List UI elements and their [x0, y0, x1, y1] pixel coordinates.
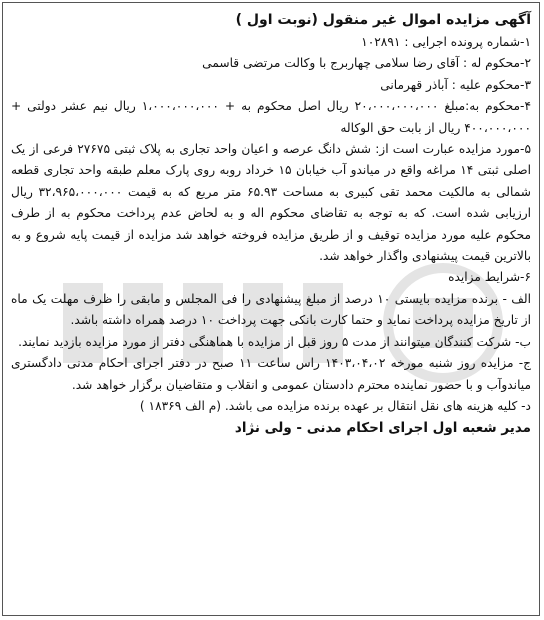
- judgment-amount: ۴-محکوم به:مبلغ ۲۰،۰۰۰،۰۰۰،۰۰۰ ریال اصل محکوم به + ۱،۰۰۰،۰۰۰،۰۰۰ ریال نیم عشر دولتی + ۴۰۰،۰۰۰،۰۰۰ ریال از بابت حق الوکاله: [11, 99, 531, 135]
- notice-title: آگهی مزایده اموال غیر منقول (نوبت اول ): [235, 12, 531, 28]
- condition-a: الف - برنده مزایده بایستی ۱۰ درصد از مبلغ پیشنهادی را فی المجلس و مابقی را ظرف مهلت یک ماه از تاریخ مزایده پرداخت نماید و حتما کارت بانکی جهت پرداخت ۱۰ درصد همراه داشته باشد.: [11, 291, 531, 328]
- condition-c: ج- مزایده روز شنبه مورخه ۱۴۰۳،۰۴،۰۲ راس ساعت ۱۱ صبح در دفتر اجرای احکام مدنی دادگستری میاندوآب و با حضور نماینده محترم دادستان عمومی و انقلاب و متقاضیان برگزار خواهد شد.: [11, 356, 532, 392]
- condition-b: ب- شرکت کنندگان میتوانند از مدت ۵ روز قبل از مزایده با هماهنگی دفتر از مورد مزایده بازدید نمایند.: [18, 334, 531, 349]
- debtor-line: ۳-محکوم علیه : آباذر قهرمانی: [380, 77, 531, 92]
- signature: مدیر شعبه اول اجرای احکام مدنی - ولی نژاد: [234, 420, 531, 437]
- condition-d: د- کلیه هزینه های نقل انتقال بر عهده برنده مزایده می باشد. (م الف ۱۸۳۶۹ ): [139, 398, 531, 413]
- conditions-heading: ۶-شرایط مزایده: [448, 270, 531, 285]
- property-description: ۵-مورد مزایده عبارت است از: شش دانگ عرصه و اعیان واحد تجاری به پلاک ثبتی ۲۷۶۷۵ فرعی از یک اصلی ثبتی ۱۴ مراغه واقع در میاندو آب خیابان ۱۵ خرداد روبه روی پارک معلم طبقه واحد تجاری قطعه شمالی به مالکیت محمد تقی کبیری به مساحت ۶۵.۹۳ متر مربع که به قیمت ۳۲،۹۶۵،۰۰۰،۰۰۰ ریال ارزیابی شده است. که به توجه به تقاضای محکوم اله و به لحاض عدم پرداخت محکوم به از طرف محکوم علیه مورد مزایده توقیف و از طریق مزایده فروخته خواهد شد مزایده از قیمت پایه شروع و به بالاترین قیمت پیشنهادی واگذار خواهد شد.: [11, 142, 531, 264]
- file-number: ۱-شماره پرونده اجرایی : ۱۰۲۸۹۱: [361, 35, 531, 49]
- auction-notice: [2, 2, 540, 616]
- creditor-line: ۲-محکوم له : آقای رضا سلامی چهاربرج با وکالت مرتضی قاسمی: [202, 56, 531, 71]
